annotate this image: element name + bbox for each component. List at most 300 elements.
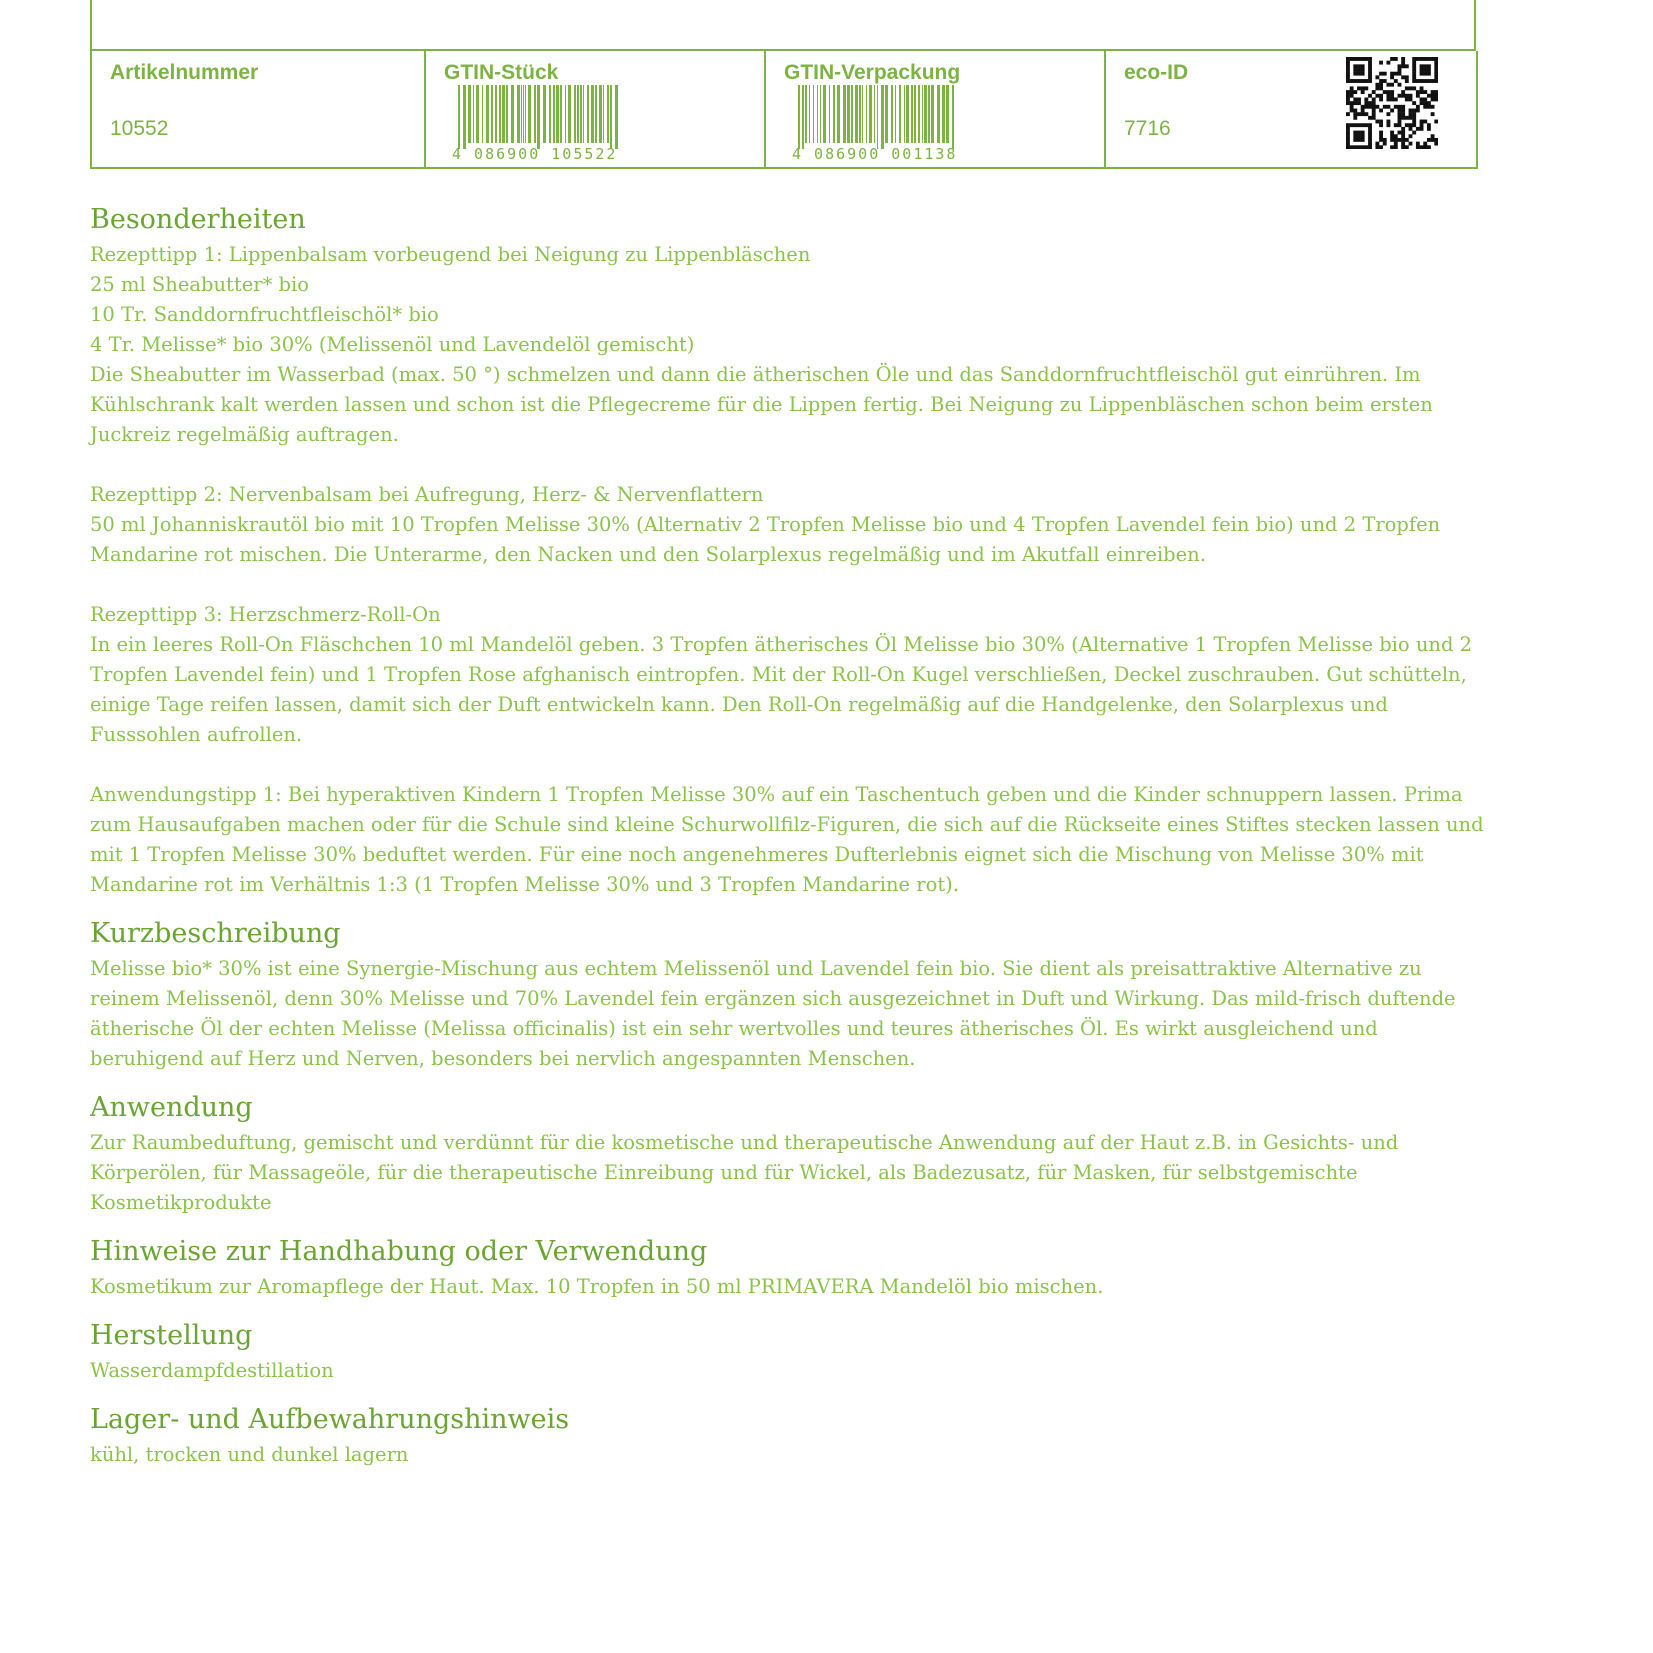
qr-module: [1357, 97, 1361, 101]
qr-module: [1401, 90, 1405, 94]
qr-module: [1386, 97, 1390, 101]
paragraph: 10 Tr. Sanddornfruchtfleischöl* bio: [90, 303, 439, 326]
qr-module: [1368, 138, 1372, 142]
qr-module: [1416, 90, 1420, 94]
qr-module: [1390, 131, 1394, 135]
qr-module: [1353, 109, 1357, 113]
barcode-bar: [837, 85, 840, 143]
barcode-bar: [528, 85, 531, 143]
qr-module: [1361, 105, 1365, 109]
qr-module: [1361, 86, 1365, 90]
qr-module: [1412, 68, 1416, 72]
qr-module: [1368, 61, 1372, 65]
qr-module: [1346, 112, 1350, 116]
qr-module: [1368, 79, 1372, 83]
qr-module: [1434, 57, 1438, 61]
qr-module: [1383, 142, 1387, 146]
qr-module: [1390, 75, 1394, 79]
qr-module: [1353, 64, 1357, 68]
qr-module: [1361, 68, 1365, 72]
qr-module: [1405, 145, 1409, 149]
paragraph: 4 Tr. Melisse* bio 30% (Melissenöl und Lavendelöl gemischt): [90, 333, 695, 356]
qr-module: [1398, 83, 1402, 87]
qr-module: [1364, 79, 1368, 83]
qr-module: [1346, 61, 1350, 65]
qr-module: [1361, 90, 1365, 94]
barcode-bar: [534, 85, 536, 143]
qr-module: [1434, 61, 1438, 65]
paragraph: 50 ml Johanniskrautöl bio mit 10 Tropfen Melisse 30% (Alternativ 2 Tropfen Melisse bio und 4 Tropfen Lavendel fein bio) und 2 Tropfen Mandarine rot mischen. Die Unterarme, den Nacken und den Solarplexus regelmäßig und im Akutfall einreiben.: [90, 513, 1441, 566]
qr-module: [1364, 57, 1368, 61]
top-frame: [90, 0, 1476, 51]
barcode-bar: [931, 85, 934, 143]
qr-module: [1357, 145, 1361, 149]
qr-module: [1361, 131, 1365, 135]
barcode-bar: [928, 85, 930, 143]
qr-module: [1412, 61, 1416, 65]
paragraph: 25 ml Sheabutter* bio: [90, 273, 310, 296]
qr-module: [1405, 94, 1409, 98]
paragraph: Anwendungstipp 1: Bei hyperaktiven Kindern 1 Tropfen Melisse 30% auf ein Taschentuch geben und die Kinder schnuppern lassen. Prima zum Hausaufgaben machen oder für die Schule sind kleine Schurwollfilz-Figuren, die sich auf die Rückseite eines Stiftes stecken lassen und mit 1 Tropfen Melisse 30% beduftet werden. Für eine noch angenehmeres Dufterlebnis eignet sich die Mischung von Melisse 30% mit Mandarine rot im Verhältnis 1:3 (1 Tropfen Melisse 30% und 3 Tropfen Mandarine rot).: [90, 783, 1484, 896]
qr-module: [1416, 105, 1420, 109]
qr-module: [1434, 75, 1438, 79]
qr-module: [1401, 134, 1405, 138]
barcode-bar: [463, 85, 466, 149]
qr-module: [1346, 57, 1350, 61]
gtin-pack-barcode: [792, 85, 964, 149]
qr-module: [1379, 131, 1383, 135]
qr-module: [1412, 116, 1416, 120]
qr-module: [1409, 94, 1413, 98]
qr-module: [1420, 127, 1424, 131]
qr-module: [1416, 57, 1420, 61]
qr-module: [1409, 112, 1413, 116]
qr-module: [1401, 112, 1405, 116]
qr-module: [1361, 138, 1365, 142]
barcode-bar: [506, 85, 508, 143]
qr-module: [1364, 86, 1368, 90]
qr-module: [1423, 101, 1427, 105]
qr-module: [1353, 90, 1357, 94]
qr-module: [1353, 123, 1357, 127]
barcode-bar: [817, 85, 818, 143]
qr-module: [1383, 79, 1387, 83]
qr-module: [1386, 61, 1390, 65]
qr-module: [1401, 61, 1405, 65]
qr-module: [1346, 97, 1350, 101]
qr-module: [1423, 90, 1427, 94]
barcode-bar: [568, 85, 571, 143]
qr-module: [1357, 138, 1361, 142]
barcode-bar: [565, 85, 566, 143]
qr-module: [1350, 94, 1354, 98]
qr-module: [1353, 101, 1357, 105]
gtin-piece-label: GTIN-Stück: [444, 61, 559, 84]
qr-module: [1412, 112, 1416, 116]
qr-module: [1434, 79, 1438, 83]
gtin-pack-number: 4 086900 001138: [792, 145, 958, 163]
qr-module: [1379, 109, 1383, 113]
qr-module: [1379, 72, 1383, 76]
qr-module: [1364, 145, 1368, 149]
qr-module: [1364, 112, 1368, 116]
qr-module: [1401, 142, 1405, 146]
paragraph: kühl, trocken und dunkel lagern: [90, 1443, 409, 1466]
barcode-bar: [899, 85, 901, 143]
barcode-bar: [577, 85, 579, 143]
qr-module: [1346, 90, 1350, 94]
qr-module: [1368, 116, 1372, 120]
qr-module: [1368, 134, 1372, 138]
qr-module: [1383, 72, 1387, 76]
qr-module: [1350, 57, 1354, 61]
qr-module: [1416, 79, 1420, 83]
section-title: Lager- und Aufbewahrungshinweis: [90, 1404, 570, 1435]
qr-module: [1412, 75, 1416, 79]
qr-module: [1394, 105, 1398, 109]
product-info-table: [90, 51, 1478, 169]
barcode-bar: [862, 85, 863, 143]
qr-module: [1431, 105, 1435, 109]
barcode-bar: [805, 85, 807, 143]
barcode-bar: [458, 85, 460, 149]
qr-module: [1353, 57, 1357, 61]
eco-id-label: eco-ID: [1124, 61, 1189, 84]
barcode-bar: [587, 85, 589, 143]
qr-module: [1398, 109, 1402, 113]
gtin-piece-number: 4 086900 105522: [452, 145, 618, 163]
qr-module: [1420, 79, 1424, 83]
barcode-bar: [946, 85, 949, 143]
qr-module: [1346, 79, 1350, 83]
qr-module: [1383, 138, 1387, 142]
qr-module: [1398, 64, 1402, 68]
qr-module: [1405, 138, 1409, 142]
qr-module: [1401, 127, 1405, 131]
qr-module: [1431, 97, 1435, 101]
qr-module: [1434, 72, 1438, 76]
qr-module: [1431, 79, 1435, 83]
qr-module: [1398, 94, 1402, 98]
paragraph: In ein leeres Roll-On Fläschchen 10 ml Mandelöl geben. 3 Tropfen ätherisches Öl Melisse bio 30% (Alternative 1 Tropfen Melisse bio und 2 Tropfen Lavendel fein) und 1 Tropfen Rose afghanisch eintropfen. Mit der Roll-On Kugel verschließen, Deckel zuschrauben. Gut schütteln, einige Tage reifen lassen, damit sich der Duft entwickeln kann. Den Roll-On regelmäßig auf die Handgelenke, den Solarplexus und Fusssohlen aufrollen.: [90, 633, 1473, 746]
qr-module: [1375, 86, 1379, 90]
qr-module: [1412, 64, 1416, 68]
qr-module: [1375, 145, 1379, 149]
qr-module: [1372, 101, 1376, 105]
barcode-bar: [829, 85, 830, 143]
barcode-bar: [798, 85, 800, 149]
qr-module: [1405, 86, 1409, 90]
qr-module: [1364, 97, 1368, 101]
qr-module: [1401, 116, 1405, 120]
qr-module: [1427, 57, 1431, 61]
qr-module: [1405, 116, 1409, 120]
qr-module: [1423, 72, 1427, 76]
qr-module: [1379, 134, 1383, 138]
qr-module: [1401, 145, 1405, 149]
qr-module: [1420, 64, 1424, 68]
qr-module: [1346, 72, 1350, 76]
barcode-bar: [859, 85, 861, 143]
qr-module: [1401, 131, 1405, 135]
qr-module: [1386, 123, 1390, 127]
qr-module: [1412, 86, 1416, 90]
barcode-bar: [847, 85, 850, 143]
qr-module: [1346, 142, 1350, 146]
qr-module: [1394, 72, 1398, 76]
barcode-bar: [502, 85, 505, 143]
qr-module: [1423, 57, 1427, 61]
qr-module: [1401, 109, 1405, 113]
qr-module: [1353, 116, 1357, 120]
qr-module: [1434, 64, 1438, 68]
barcode-bar: [599, 85, 602, 143]
qr-module: [1357, 134, 1361, 138]
qr-module: [1361, 145, 1365, 149]
barcode-bar: [499, 85, 501, 143]
qr-module: [1423, 145, 1427, 149]
qr-module: [1375, 83, 1379, 87]
qr-module: [1386, 90, 1390, 94]
barcode-bar: [851, 85, 853, 143]
barcode-bar: [521, 85, 522, 143]
qr-module: [1434, 138, 1438, 142]
article-number-cell: [92, 51, 426, 167]
qr-module: [1434, 90, 1438, 94]
qr-module: [1412, 120, 1416, 124]
qr-module: [1427, 94, 1431, 98]
barcode-bar: [610, 85, 612, 149]
qr-module: [1423, 97, 1427, 101]
qr-module: [1409, 109, 1413, 113]
qr-module: [1401, 75, 1405, 79]
qr-module: [1361, 109, 1365, 113]
qr-module: [1383, 90, 1387, 94]
qr-module: [1357, 64, 1361, 68]
qr-module: [1368, 68, 1372, 72]
qr-module: [1390, 97, 1394, 101]
section-lager: [90, 1400, 1490, 1470]
paragraph: Rezepttipp 2: Nervenbalsam bei Aufregung, Herz- & Nervenflattern: [90, 483, 764, 506]
qr-module: [1346, 123, 1350, 127]
section-title: Herstellung: [90, 1320, 253, 1351]
qr-module: [1379, 138, 1383, 142]
qr-module: [1372, 109, 1376, 113]
qr-module: [1346, 131, 1350, 135]
section-besonderheiten: [90, 200, 1490, 900]
qr-module: [1357, 112, 1361, 116]
barcode-bar: [881, 85, 884, 149]
qr-module: [1427, 145, 1431, 149]
qr-module: [1431, 57, 1435, 61]
qr-module: [1390, 90, 1394, 94]
qr-module: [1368, 101, 1372, 105]
qr-module: [1434, 120, 1438, 124]
qr-module: [1368, 57, 1372, 61]
qr-module: [1346, 138, 1350, 142]
qr-module: [1379, 120, 1383, 124]
qr-module: [1379, 83, 1383, 87]
qr-module: [1368, 94, 1372, 98]
qr-module: [1405, 79, 1409, 83]
paragraph: Zur Raumbeduftung, gemischt und verdünnt für die kosmetische und therapeutische Anwendung auf der Haut z.B. in Gesichts- und Körperölen, für Massageöle, für die therapeutische Einreibung und für Wickel, als Badezusatz, für Masken, für selbstgemischte Kosmetikprodukte: [90, 1131, 1399, 1214]
qr-module: [1427, 72, 1431, 76]
qr-module: [1361, 64, 1365, 68]
barcode-bar: [523, 85, 524, 143]
qr-module: [1364, 105, 1368, 109]
barcode-bar: [813, 85, 814, 143]
qr-module: [1405, 123, 1409, 127]
barcode-bar: [843, 85, 846, 143]
qr-module: [1409, 123, 1413, 127]
qr-module: [1420, 101, 1424, 105]
eco-id-cell: [1106, 51, 1476, 167]
qr-module: [1353, 134, 1357, 138]
qr-module: [1434, 97, 1438, 101]
qr-module: [1390, 134, 1394, 138]
barcode-bar: [885, 85, 888, 143]
qr-module: [1394, 134, 1398, 138]
qr-module: [1409, 142, 1413, 146]
qr-module: [1416, 109, 1420, 113]
barcode-bar: [468, 85, 471, 143]
barcode-bar: [486, 85, 489, 143]
barcode-bar: [914, 85, 916, 143]
section-title: Kurzbeschreibung: [90, 918, 341, 949]
qr-module: [1423, 120, 1427, 124]
qr-module: [1412, 131, 1416, 135]
qr-module: [1350, 79, 1354, 83]
qr-module: [1412, 72, 1416, 76]
barcode-bar: [937, 85, 940, 143]
qr-module: [1350, 101, 1354, 105]
barcode-bar: [476, 85, 479, 143]
qr-module: [1379, 94, 1383, 98]
barcode-bar: [553, 85, 555, 143]
barcode-bar: [473, 85, 474, 143]
qr-module: [1401, 57, 1405, 61]
barcode-bar: [595, 85, 597, 143]
qr-module: [1353, 145, 1357, 149]
qr-module: [1386, 120, 1390, 124]
qr-module: [1368, 131, 1372, 135]
barcode-bar: [869, 85, 872, 143]
qr-module: [1416, 94, 1420, 98]
paragraph: Wasserdampfdestillation: [90, 1359, 334, 1382]
qr-module: [1350, 123, 1354, 127]
barcode-bar: [556, 85, 559, 143]
qr-module: [1390, 57, 1394, 61]
barcode-bar: [603, 85, 604, 143]
qr-module: [1420, 57, 1424, 61]
barcode-bar: [543, 85, 546, 143]
qr-module: [1372, 105, 1376, 109]
qr-module: [1409, 127, 1413, 131]
barcode-bar: [820, 85, 821, 143]
barcode-bar: [560, 85, 562, 143]
qr-module: [1379, 123, 1383, 127]
qr-module: [1350, 145, 1354, 149]
qr-module: [1368, 105, 1372, 109]
barcode-bar: [924, 85, 927, 143]
qr-module: [1357, 72, 1361, 76]
qr-module: [1361, 79, 1365, 83]
barcode-bar: [911, 85, 913, 143]
qr-module: [1409, 86, 1413, 90]
qr-module: [1361, 72, 1365, 76]
qr-module: [1386, 105, 1390, 109]
barcode-bar: [906, 85, 909, 143]
qr-module: [1390, 138, 1394, 142]
qr-module: [1386, 112, 1390, 116]
qr-module: [1357, 68, 1361, 72]
qr-module: [1434, 68, 1438, 72]
paragraph: Die Sheabutter im Wasserbad (max. 50 °) schmelzen und dann die ätherischen Öle und das Sanddornfruchtfleischöl gut einrühren. Im Kühlschrank kalt werden lassen und schon ist die Pflegecreme für die Lippen fertig. Bei Neigung zu Lippenbläschen schon beim ersten Juckreiz regelmäßig auftragen.: [90, 363, 1433, 446]
gtin-pack-label: GTIN-Verpackung: [784, 61, 961, 84]
qr-module: [1346, 64, 1350, 68]
qr-module: [1390, 72, 1394, 76]
qr-module: [1390, 109, 1394, 113]
qr-module: [1423, 64, 1427, 68]
qr-module: [1420, 90, 1424, 94]
section-title: Besonderheiten: [90, 204, 306, 235]
qr-module: [1375, 75, 1379, 79]
section-anwendung: [90, 1088, 1490, 1218]
qr-module: [1420, 72, 1424, 76]
qr-module: [1434, 94, 1438, 98]
barcode-bar: [891, 85, 893, 143]
qr-module: [1353, 131, 1357, 135]
qr-module: [1368, 127, 1372, 131]
eco-id-value: 7716: [1124, 117, 1171, 140]
qr-module: [1353, 79, 1357, 83]
barcode-bar: [591, 85, 594, 143]
qr-module: [1394, 145, 1398, 149]
qr-module: [1364, 123, 1368, 127]
qr-module: [1353, 72, 1357, 76]
qr-module: [1357, 101, 1361, 105]
qr-module: [1390, 83, 1394, 87]
qr-module: [1353, 68, 1357, 72]
qr-code: [1346, 57, 1438, 149]
qr-module: [1409, 134, 1413, 138]
qr-module: [1398, 131, 1402, 135]
qr-module: [1427, 79, 1431, 83]
qr-module: [1416, 142, 1420, 146]
qr-module: [1427, 123, 1431, 127]
qr-module: [1405, 97, 1409, 101]
paragraph: Kosmetikum zur Aromapflege der Haut. Max. 10 Tropfen in 50 ml PRIMAVERA Mandelöl bio mischen.: [90, 1275, 1104, 1298]
qr-module: [1346, 101, 1350, 105]
qr-module: [1412, 57, 1416, 61]
qr-module: [1431, 138, 1435, 142]
qr-module: [1375, 94, 1379, 98]
section-title: Hinweise zur Handhabung oder Verwendung: [90, 1236, 708, 1267]
qr-module: [1357, 79, 1361, 83]
qr-module: [1412, 109, 1416, 113]
barcode-bar: [482, 85, 483, 143]
barcode-bar: [495, 85, 497, 143]
paragraph: Rezepttipp 1: Lippenbalsam vorbeugend bei Neigung zu Lippenbläschen: [90, 243, 811, 266]
qr-module: [1357, 57, 1361, 61]
qr-module: [1379, 79, 1383, 83]
qr-module: [1368, 145, 1372, 149]
qr-module: [1379, 145, 1383, 149]
paragraph: Melisse bio* 30% ist eine Synergie-Mischung aus echtem Melissenöl und Lavendel fein bio. Sie dient als preisattraktive Alternative zu reinem Melissenöl, denn 30% Melisse und 70% Lavendel fein ergänzen sich ausgezeichnet in Duft und Wirkung. Das mild-frisch duftende ätherische Öl der echten Melisse (Melissa officinalis) ist ein sehr wertvolles und teures ätherisches Öl. Es wirkt ausgleichend und beruhigend auf Herz und Nerven, besonders bei nervlich angespannten Menschen.: [90, 957, 1456, 1070]
qr-module: [1372, 112, 1376, 116]
barcode-bar: [517, 85, 520, 143]
qr-module: [1375, 105, 1379, 109]
